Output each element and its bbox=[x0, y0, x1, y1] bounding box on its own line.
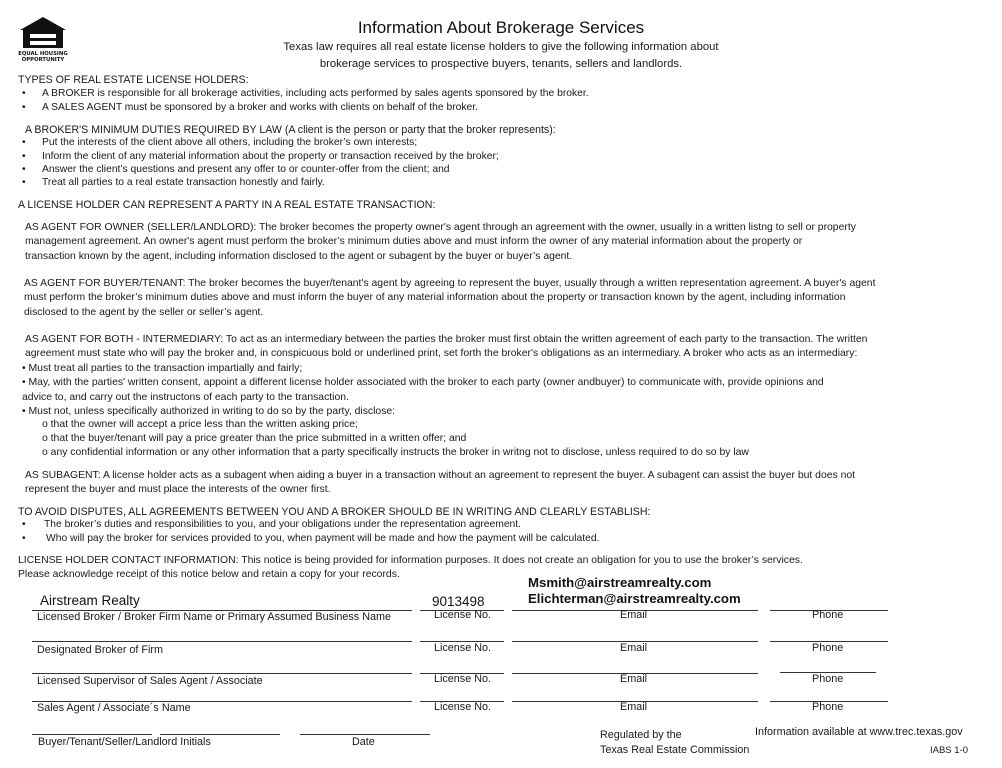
phone-label: Phone bbox=[812, 673, 844, 685]
email-label: Email bbox=[620, 701, 647, 713]
phone-label: Phone bbox=[812, 701, 844, 713]
phone-label: Phone bbox=[812, 609, 844, 621]
subtitle-line1: Texas law requires all real estate license holders to give the following information about bbox=[283, 41, 719, 53]
email-values[interactable]: Msmith@airstreamrealty.com Elichterman@airstreamrealty.com bbox=[528, 575, 741, 606]
phone-label: Phone bbox=[812, 642, 844, 654]
form-code: IABS 1-0 bbox=[930, 745, 969, 756]
email-label: Email bbox=[620, 609, 647, 621]
license-no-label: License No. bbox=[434, 642, 492, 654]
represent-heading: A LICENSE HOLDER CAN REPRESENT A PARTY IN A REAL ESTATE TRANSACTION: bbox=[18, 199, 436, 211]
duties-heading: A BROKER'S MINIMUM DUTIES REQUIRED BY LAW (A client is the person or party that the broker represents): bbox=[25, 124, 556, 136]
license-number-value[interactable]: 9013498 bbox=[432, 594, 485, 609]
email-label: Email bbox=[620, 642, 647, 654]
logo-text-line2: OPPORTUNITY bbox=[21, 57, 65, 62]
initials-label: Buyer/Tenant/Seller/Landlord Initials bbox=[38, 736, 211, 748]
subtitle-line2: brokerage services to prospective buyers, tenants, sellers and landlords. bbox=[319, 58, 683, 70]
licensed-supervisor-label: Licensed Supervisor of Sales Agent / Associate bbox=[37, 675, 263, 687]
agent-for-buyer-paragraph: AS AGENT FOR BUYER/TENANT: The broker becomes the buyer/tenant's agent by agreeing to represent the buyer, usually through a written representation agreement. A buyer's agent must perform the broker’s minimum duties above and must inform the buyer of any material information about the property or transaction known by the agent, including information disclosed to the agent by the seller or seller’s agent. bbox=[24, 278, 876, 318]
logo-text-line1: EQUAL HOUSING bbox=[18, 51, 68, 57]
license-no-label: License No. bbox=[434, 609, 492, 621]
agent-for-owner-paragraph: AS AGENT FOR OWNER (SELLER/LANDLORD): The broker becomes the property owner's agent through an agreement with the owner, usually in a written listng to sell or property management agreement. An owner's agent must perform the broker’s minimum duties above and must inform the owner of any material information about the property or transaction known by the agent, including information disclosed to the agent or subagent by the buyer or buyer’s agent. bbox=[25, 222, 856, 262]
contact-info-line2: Please acknowledge receipt of this notice below and retain a copy for your records. bbox=[18, 569, 400, 580]
broker-firm-name-label: Licensed Broker / Broker Firm Name or Primary Assumed Business Name bbox=[37, 611, 392, 623]
intermediary-sub-item: o that the owner will accept a price less than the written asking price; bbox=[42, 419, 358, 430]
intermediary-sub-item: o that the buyer/tenant will pay a price greater than the price submitted in a written offer; and bbox=[42, 433, 467, 444]
firm-name-value[interactable]: Airstream Realty bbox=[40, 593, 140, 608]
license-no-label: License No. bbox=[434, 673, 492, 685]
license-no-label: License No. bbox=[434, 701, 492, 713]
disputes-heading: TO AVOID DISPUTES, ALL AGREEMENTS BETWEEN YOU AND A BROKER SHOULD BE IN WRITING AND CLEARLY ESTABLISH: bbox=[18, 506, 651, 518]
date-label: Date bbox=[352, 736, 375, 748]
subagent-paragraph: AS SUBAGENT: A license holder acts as a subagent when aiding a buyer in a transaction without an agreement to represent the buyer. A subagent can assist the buyer but does not represent the buyer and must place the interests of the owner first. bbox=[25, 470, 856, 496]
regulated-by-line1: Regulated by the bbox=[600, 729, 682, 741]
regulated-by-line2: Texas Real Estate Commission bbox=[600, 744, 750, 756]
email-label: Email bbox=[620, 673, 647, 685]
designated-broker-label: Designated Broker of Firm bbox=[37, 644, 164, 656]
trec-info: Information available at www.trec.texas.gov bbox=[755, 726, 963, 738]
agent-for-both-paragraph: AS AGENT FOR BOTH - INTERMEDIARY: To act as an intermediary between the parties the broker must first obtain the written agreement of each party to the transaction. The written agreement must state who will pay the broker and, in conspicuous bold or underlined print, set forth the broker's obligations as an intermediary. A broker who acts as an intermediary: • Must treat all parties to the transaction impartially and fairly; • May, with the parties' written consent, appoint a different license holder associated with the broker to each party (owner andbuyer) to communicate with, provide opinions and advice to, and carry out the instructons of each party to the transaction. • Must not, unless specifically authorized in writing to do so by the party, disclose: bbox=[22, 334, 868, 418]
types-heading: TYPES OF REAL ESTATE LICENSE HOLDERS: bbox=[18, 74, 249, 86]
intermediary-sub-item: o any confidential information or any other information that a party specifically instructs the broker in writng not to disclose, unless required to do so by law bbox=[42, 447, 749, 458]
sales-agent-name-label: Sales Agent / Associate´s Name bbox=[37, 702, 191, 714]
page-title: Information About Brokerage Services bbox=[357, 18, 645, 37]
contact-info-line1: LICENSE HOLDER CONTACT INFORMATION: This notice is being provided for information purposes. It does not create an obligation for you to use the broker’s services. bbox=[18, 555, 803, 566]
